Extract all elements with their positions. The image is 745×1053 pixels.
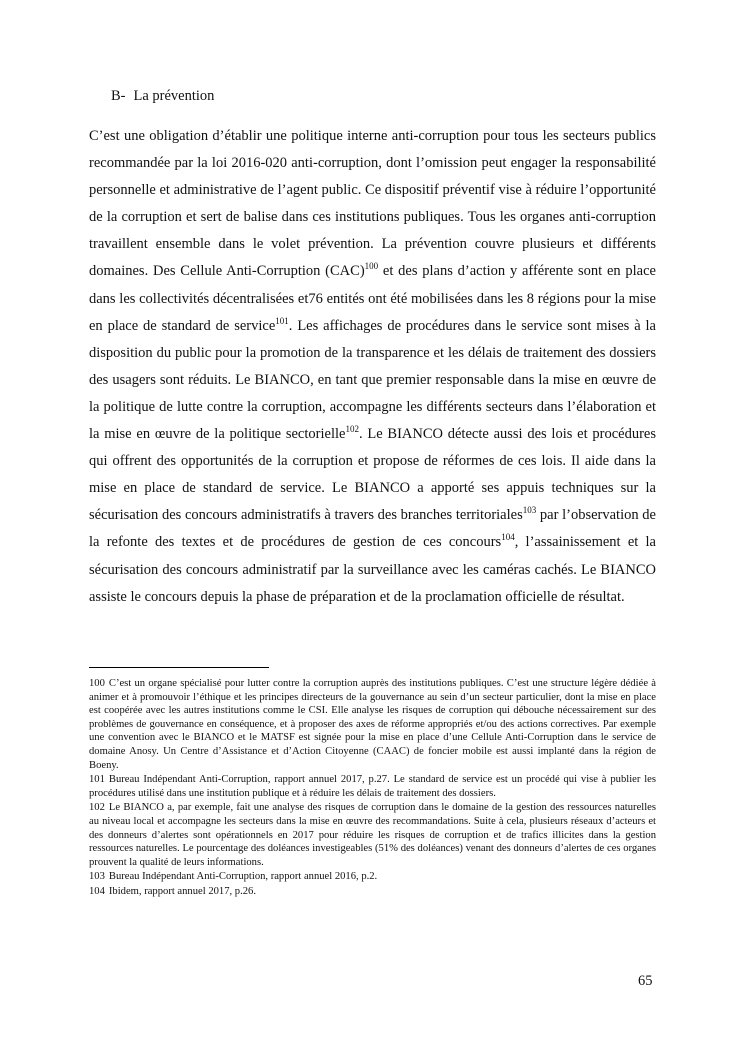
- footnote-104: [89, 885, 656, 899]
- body-paragraph: [89, 123, 656, 611]
- body-text-2: et des plans d’action y afférente sont en place dans les collectivités décentralisées et76 entités ont été mobilisées dans les 8 régions pour la mise en place de standard de service: [89, 263, 656, 334]
- footnote-text: Bureau Indépendant Anti-Corruption, rapport annuel 2016, p.2.: [108, 871, 378, 883]
- footnote-ref-104[interactable]: 104: [501, 532, 515, 543]
- footnote-number: 102: [89, 802, 105, 814]
- body-text-4: . Le BIANCO détecte aussi des lois et procédures qui offrent des opportunités de la corruption et propose de réformes de ces lois. Il aide dans la mise en place de standard de service. Le BIANCO a apporté ses appuis techniques sur la sécurisation des concours administratifs à travers des branches territoriales: [89, 426, 656, 524]
- footnote-number: 104: [89, 885, 105, 897]
- footnote-ref-101[interactable]: 101: [275, 315, 289, 326]
- page-number: 65: [638, 973, 653, 989]
- body-text-6: , l’assainissement et la sécurisation des concours administratif par la surveillance avec les caméras cachés. Le BIANCO assiste le concours depuis la phase de préparation et de la proclamation officielle de résultat.: [89, 534, 656, 605]
- footnote-text: Le BIANCO a, par exemple, fait une analyse des risques de corruption dans le domaine de la gestion des ressources naturelles au niveau local et accompagne les secteurs dans la mise en œuvre des recommandations. Suite à cela, plusieurs réseaux d’acteurs et des donneurs d’alertes sont opérationnels en 2017 pour réduire les risques de corruption et de trafics illicites dans la gestion ressources naturelles. Le pourcentage des doléances investigeables (51% des doléances) venant des donneurs d’alertes de ces organes prouvent la qualité de leurs informations.: [89, 802, 656, 868]
- body-text-3: . Les affichages de procédures dans le service sont mises à la disposition du public pour la promotion de la transparence et les délais de traitement des dossiers des usagers sont réduits. Le BIANCO, en tant que premier responsable dans la mise en œuvre de la politique de lutte contre la corruption, accompagne les différents secteurs dans l’élaboration et la mise en œuvre de la politique sectorielle: [89, 317, 656, 443]
- footnote-102: [89, 801, 656, 869]
- body-text-1: C’est une obligation d’établir une politique interne anti-corruption pour tous les secteurs publics recommandée par la loi 2016-020 anti-corruption, dont l’omission peut engager la responsabilité personnelle et administrative de l’agent public. Ce dispositif préventif vise à réduire l’opportunité de la corruption et sert de balise dans ces institutions publiques. Tous les organes anti-corruption travaillent ensemble dans le volet prévention. La prévention couvre plusieurs et différents domaines. Des Cellule Anti-Corruption (CAC): [89, 128, 656, 280]
- footnote-ref-102[interactable]: 102: [345, 424, 359, 435]
- footnote-separator: [89, 667, 269, 668]
- section-title: La prévention: [133, 88, 215, 104]
- footnote-text: C’est un organe spécialisé pour lutter contre la corruption auprès des institutions publiques. C’est une structure légère dédiée à animer et à promouvoir l’éthique et les principes directeurs de la gouvernance au sein d’un secteur particulier, dont la mise en place est coopérée avec les autres institutions comme le CSI. Elle analyse les risques de corruption qui débouche nécessairement sur des problèmes de gouvernance en conséquence, et à proposer des axes de réforme appropriés et/ou des actions correctives. Par exemple une convention avec le BIANCO et le MATSF est signée pour la mise en place d’une Cellule Anti-Corruption dans le service de domaine Anosy. Un Centre d’Assistance et d’Action Citoyenne (CAAC) de foncier mobile est aussi implanté dans la région de Boeny.: [89, 678, 656, 771]
- footnote-101: [89, 773, 656, 800]
- section-number: B-: [111, 88, 126, 104]
- footnote-103: [89, 870, 656, 884]
- section-heading: [111, 88, 214, 105]
- footnote-text: Bureau Indépendant Anti-Corruption, rapport annuel 2017, p.27. Le standard de service est un procédé qui vise à publier les procédures utilisé dans une institution publique et à réduire les délais de traitement des dossiers.: [89, 774, 656, 799]
- footnote-number: 101: [89, 774, 105, 786]
- footnote-text: Ibidem, rapport annuel 2017, p.26.: [108, 885, 256, 897]
- footnote-number: 100: [89, 678, 105, 689]
- footnote-ref-100[interactable]: 100: [364, 261, 379, 272]
- footnote-number: 103: [89, 871, 105, 883]
- body-text-5: par l’observation de la refonte des textes et de procédures de gestion de ces concours: [89, 507, 656, 551]
- footnotes: [89, 677, 656, 900]
- footnote-ref-103[interactable]: 103: [522, 505, 537, 516]
- footnote-100: [89, 677, 656, 772]
